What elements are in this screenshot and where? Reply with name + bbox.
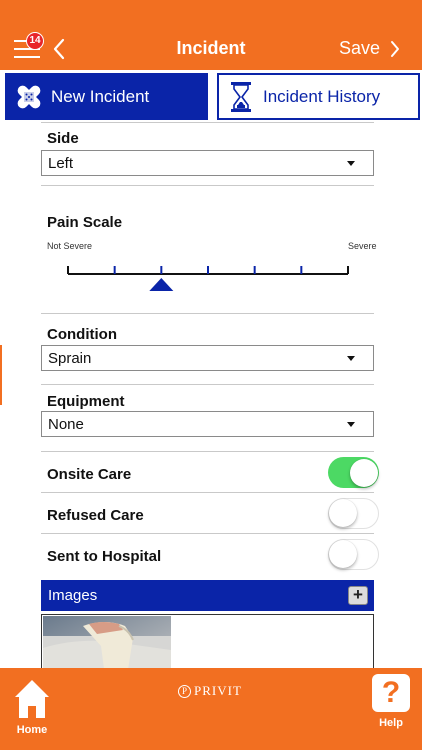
tab-new-incident-label: New Incident <box>51 86 150 106</box>
side-label: Side <box>47 130 79 147</box>
incident-image-thumbnail[interactable] <box>43 616 171 674</box>
refused-care-toggle[interactable] <box>328 498 379 529</box>
tab-new-incident[interactable] <box>5 73 208 120</box>
hourglass-icon <box>223 79 259 115</box>
divider <box>41 384 374 385</box>
side-select[interactable] <box>41 150 374 176</box>
pain-scale-track <box>67 262 349 292</box>
logo-text: PRIVIT <box>194 683 242 698</box>
onsite-care-label: Onsite Care <box>47 466 132 483</box>
page-title: Incident <box>176 38 246 58</box>
bottom-navigation-bar <box>0 668 422 750</box>
toggle-knob <box>329 499 357 527</box>
edge-indicator <box>0 345 2 405</box>
help-label: Help <box>379 717 403 729</box>
divider <box>41 533 374 534</box>
toggle-knob <box>350 459 378 487</box>
dropdown-arrow-icon <box>347 356 355 361</box>
divider <box>41 451 374 452</box>
toggle-knob <box>329 540 357 568</box>
sent-to-hospital-label: Sent to Hospital <box>47 548 162 565</box>
logo-mark: P <box>178 685 191 698</box>
images-section-header <box>41 580 374 611</box>
add-image-button[interactable]: + <box>348 586 368 605</box>
sent-to-hospital-toggle[interactable] <box>328 539 379 570</box>
tab-incident-history[interactable] <box>217 73 420 120</box>
privit-logo <box>178 683 242 699</box>
notification-badge: 14 <box>26 32 44 50</box>
condition-value: Sprain <box>48 350 92 367</box>
divider <box>41 185 374 186</box>
chevron-right-icon <box>390 40 400 58</box>
dropdown-arrow-icon <box>347 422 355 427</box>
save-button[interactable] <box>339 38 400 59</box>
dropdown-arrow-icon <box>347 161 355 166</box>
home-icon <box>12 676 52 720</box>
tab-incident-history-label: Incident History <box>263 86 381 106</box>
home-label: Home <box>16 724 48 736</box>
pain-scale-min-label: Not Severe <box>47 241 93 251</box>
question-icon: ? <box>372 674 410 712</box>
bandage-icon <box>11 79 47 115</box>
pain-scale-max-label: Severe <box>348 241 377 251</box>
pain-scale-label: Pain Scale <box>47 214 123 231</box>
divider <box>41 492 374 493</box>
top-navigation-bar <box>0 0 422 70</box>
images-label: Images <box>48 587 98 604</box>
pain-scale-thumb[interactable] <box>149 278 173 291</box>
divider <box>41 122 374 123</box>
condition-select[interactable] <box>41 345 374 371</box>
divider <box>41 313 374 314</box>
images-gallery <box>41 614 374 674</box>
refused-care-label: Refused Care <box>47 507 144 524</box>
equipment-label: Equipment <box>47 393 125 410</box>
equipment-value: None <box>48 416 84 433</box>
pain-scale-slider[interactable] <box>67 262 349 292</box>
condition-label: Condition <box>47 326 117 343</box>
equipment-select[interactable] <box>41 411 374 437</box>
save-label: Save <box>338 38 380 58</box>
help-button[interactable] <box>370 674 412 736</box>
home-button[interactable] <box>12 676 52 736</box>
onsite-care-toggle[interactable] <box>328 457 379 488</box>
side-value: Left <box>48 155 74 172</box>
